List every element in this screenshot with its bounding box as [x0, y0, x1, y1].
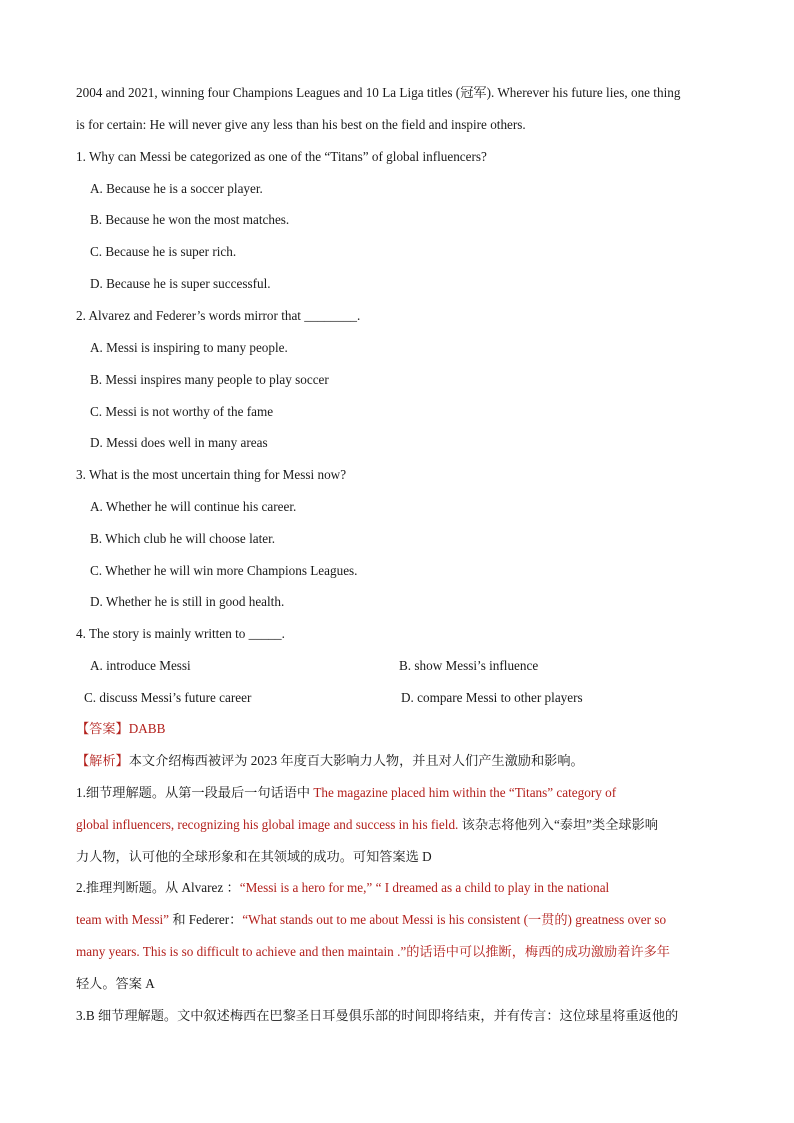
question-option: A. Messi is inspiring to many people. — [90, 340, 288, 355]
analysis-intro-line — [76, 753, 584, 769]
quoted-text: “What stands out to me about Messi is his consistent (一贯的) greatness over so — [242, 912, 667, 927]
question-option: C. discuss Messi’s future career — [84, 690, 252, 705]
question-stem: 3. What is the most uncertain thing for Messi now? — [76, 467, 347, 482]
question-option: B. show Messi’s influence — [399, 658, 539, 673]
explanation-1-line — [76, 817, 658, 833]
question-option: D. Messi does well in many areas — [90, 435, 268, 450]
question-option: C. Messi is not worthy of the fame — [90, 404, 274, 419]
quoted-text: The magazine placed him within the “Titans” category of — [313, 785, 617, 800]
question-option: D. Whether he is still in good health. — [90, 594, 285, 609]
explanation-2-line — [76, 912, 666, 928]
answer-label: 【答案】 — [76, 721, 129, 736]
explanation-text: 2.推理判断题。从 Alvarez ： — [76, 880, 240, 895]
question-stem: 1. Why can Messi be categorized as one of the “Titans” of global influencers? — [76, 149, 487, 164]
question-option: C. Because he is super rich. — [90, 244, 237, 259]
quoted-text: many years. This is so difficult to achieve and then maintain .” — [76, 944, 407, 959]
answer-value: DABB — [128, 721, 166, 736]
question-option: A. Whether he will continue his career. — [90, 499, 297, 514]
explanation-2-line — [76, 944, 670, 960]
analysis-label: 【解析】 — [76, 753, 129, 768]
explanation-text: 的话语中可以推断，梅西的成功激励着许多年 — [406, 944, 670, 959]
question-stem: 2. Alvarez and Federer’s words mirror that ________. — [76, 308, 361, 323]
explanation-3-line: 3.B 细节理解题。文中叙述梅西在巴黎圣日耳曼俱乐部的时间即将结束，并有传言：这位球星将重返他的 — [76, 1008, 679, 1023]
answer-line — [76, 721, 165, 737]
question-stem: 4. The story is mainly written to _____. — [76, 626, 285, 641]
explanation-text: 该杂志将他列入“泰坦”类全球影响 — [461, 817, 658, 832]
explanation-2-line: 轻人。答案 A — [76, 976, 155, 991]
question-option: B. Because he won the most matches. — [90, 212, 290, 227]
explanation-2-line — [76, 880, 609, 896]
question-option: A. introduce Messi — [90, 658, 191, 673]
passage-line: 2004 and 2021, winning four Champions Leagues and 10 La Liga titles (冠军). Wherever his future lies, one thing — [76, 85, 681, 100]
question-option: C. Whether he will win more Champions Leagues. — [90, 563, 358, 578]
analysis-intro: 本文介绍梅西被评为 2023 年度百大影响力人物，并且对人们产生激励和影响。 — [128, 753, 584, 768]
question-option: A. Because he is a soccer player. — [90, 181, 263, 196]
question-option: B. Which club he will choose later. — [90, 531, 276, 546]
explanation-text: 1.细节理解题。从第一段最后一句话语中 — [76, 785, 314, 800]
explanation-1-line: 力人物，认可他的全球形象和在其领域的成功。可知答案选 D — [76, 849, 432, 864]
quoted-text: global influencers, recognizing his global image and success in his field. — [76, 817, 462, 832]
question-option: D. compare Messi to other players — [401, 690, 583, 705]
quoted-text: “Messi is a hero for me,” “ I dreamed as a child to play in the national — [239, 880, 610, 895]
quoted-text: team with Messi” — [76, 912, 170, 927]
question-option: D. Because he is super successful. — [90, 276, 271, 291]
question-option: B. Messi inspires many people to play soccer — [90, 372, 329, 387]
passage-line: is for certain: He will never give any less than his best on the field and inspire others. — [76, 117, 526, 132]
explanation-1-line — [76, 785, 616, 801]
explanation-text: 和 Federer： — [169, 912, 243, 927]
